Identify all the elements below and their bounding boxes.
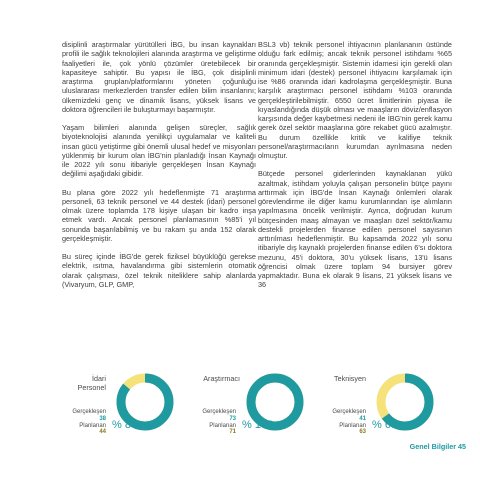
chart-title-line: Araştırmacı [203,374,240,383]
chart-title-line: Teknisyen [334,374,366,383]
paragraph: BSL3 vb) teknik personel ihtiyacının planlananın üstünde olduğu fark edilmiş; ancak teknik personel istihdamı %65 oranında gerçekleşmiştir. Sistemin idamesi için gerekli olan minimum idari (destek) personel ihtiyacını karşılamak için ise %86 oranında idari kadrolaşma gerçekleşmiştir. Buna karşılık araştırmacı personel istihdamı %103 oranında gerçekleştirilebilmiştir. 6550 ücret limitlerinin piyasa ile kıyaslandığında düşük olması ve maaşların döviz/enflasyon karşısında değer kaybetmesi nedeni ile İBG'nin gerek kamu gerek özel sektör maaşlarına göre rekabet gücü azalmıştır. Bu durum özellikle kritik ve kalifiye teknik personel/araştırmacıların kurumdan ayrılmasına neden olmuştur. [258,40,452,160]
planlanan-label: Planlanan [339,423,366,429]
paragraph: Bu plana göre 2022 yılı hedeflenmişte 71 araştırma personeli, 63 teknik personel ve 44 destek (idari) personel olmak üzere toplamda 178 kişiye ulaşan bir kadro inşa etmek vardı. Ancak personel planlamasının %85'i yıl sonunda başarılabilmiş ve bu rakam şu anda 152 olarak gerçekleşmiştir. [62,187,256,243]
gerceklesen-label: Gerçekleşen [332,409,366,415]
paragraph: Bütçede personel giderlerinden kaynaklanan yükü azaltmak, istihdam yoluyla çalışan personelin bütçe payını arttırmak için İBG'de İnsan Kaynağı önlemleri olarak görevlendirme ile diğer kamu kurumlarından işe alımların yapılmasına öncelik verilmiştir. Ayrıca, doğrudan kurum bütçesinden maaş almayan ve maaşları özel sektör/kamu destekli projelerden finanse edilen personel sayısının arttırılması hedeflenmiştir. Bu kapsamda 2022 yılı sonu itibariyle dış kaynaklı projelerden finanse edilen 6'sı doktora mezunu, 45'i doktora, 30'u yüksek lisans, 13'ü lisans öğrencisi olmak üzere toplam 94 bursiyer görev yapmaktadır. Buna ek olarak 9 lisans, 21 yüksek lisans ve 36 [258,169,452,290]
chart-idari-personel [62,372,192,434]
gerceklesen-value: 41 [359,416,366,422]
percent-label: % 103 [242,419,274,431]
paragraph: Bu süreç içinde İBG'de gerek fiziksel büyüklüğü gerekse elektrik, ısıtma, havalandırma gibi sistemlerin otomatik olarak çalışması, özel teknik niteliklere sahip alanlarda (Vivaryum, GLP, GMP, [62,252,256,289]
planlanan-value: 63 [359,429,366,435]
planlanan-label: Planlanan [209,423,236,429]
gerceklesen-value: 38 [99,416,106,422]
percent-label: % 86 [112,419,138,431]
chart-title [322,374,366,383]
chart-teknisyen [322,372,452,434]
page-footer: Genel Bilgiler 45 [409,442,466,451]
gerceklesen-label: Gerçekleşen [72,409,106,415]
percent-label: % 65 [372,419,398,431]
planlanan-value: 44 [99,429,106,435]
right-text-column [258,40,452,299]
planlanan-value: 71 [229,429,236,435]
chart-title-line: Personel [77,383,106,392]
chart-title [192,374,240,383]
chart-arastirmaci [192,372,322,434]
paragraph: disiplinli araştırmalar yürütülleri İBG, bu insan kaynakları profili ile sağlık teknolojileri alanında araştırma ve geliştirme faaliyetleri ile, çok yönlü çözümler üretebilecek bir kapasiteye sahiptir. Bu yapısı ile İBG, çok disiplinli araştırma grupları/platformlarını yöneten çoğunluğu uluslararası merkezlerden transfer edilen bilim insanlarını; ülkemizdeki genç ve dinamik lisans, yüksek lisans ve doktora öğrencileri ile buluşturmayı başarmıştır. [62,40,256,114]
left-text-column [62,40,256,298]
staffing-charts [62,372,454,434]
gerceklesen-label: Gerçekleşen [202,409,236,415]
gerceklesen-value: 73 [229,416,236,422]
chart-title [62,374,106,392]
paragraph: Yaşam bilimleri alanında gelişen süreçler, sağlık biyoteknolojisi alanında yenilikçi uygulamalar ve kaliteli insan gücü yetiştirme gibi önemli ulusal hedef ve misyonları yüklenmiş bir kurum olan İBG'nin planladığı İnsan Kaynağı ile 2022 yılı sonu itibariyle gerçekleşen İnsan Kaynağı değilimi aşağıdaki gibidir. [62,123,256,179]
planlanan-label: Planlanan [79,423,106,429]
chart-title-line: İdari [92,374,106,383]
